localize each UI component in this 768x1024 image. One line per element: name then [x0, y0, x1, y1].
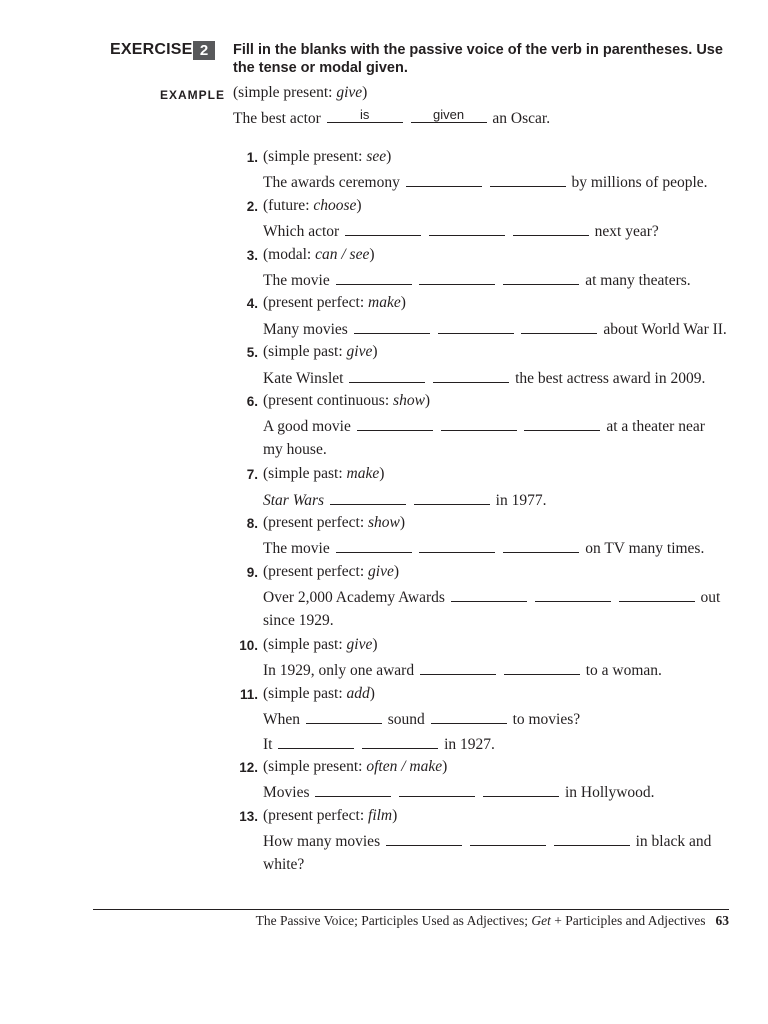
item-cue: (present perfect: show) — [263, 514, 406, 531]
item-verb: often / make — [366, 758, 443, 775]
item-number: 4. — [246, 296, 258, 312]
answer-blank[interactable] — [419, 538, 495, 553]
item-number: 6. — [246, 394, 258, 409]
item-tense: simple past — [268, 465, 339, 483]
item-text: The movie — [263, 271, 334, 289]
exercise-label: EXERCISE — [110, 41, 193, 58]
item-cue: (simple past: make) — [263, 465, 385, 483]
item-text: in 1977. — [491, 491, 547, 509]
item-text: since 1929. — [263, 611, 334, 629]
answer-blank[interactable] — [345, 221, 421, 236]
item-title-text: Star Wars — [263, 491, 325, 509]
answer-blank[interactable] — [535, 587, 611, 602]
example-answer: is — [359, 107, 370, 122]
item-text: on TV many times. — [581, 540, 705, 558]
item-text: my house. — [263, 440, 327, 458]
footer-text: + Participles and Adjectives — [550, 913, 706, 928]
item-number: 10. — [239, 638, 258, 653]
item-text: in 1927. — [440, 735, 495, 753]
footer-text-italic: Get — [531, 913, 551, 928]
item-cue: (present perfect: give) — [263, 562, 400, 580]
answer-blank[interactable] — [441, 416, 517, 431]
item-number: 2. — [246, 198, 258, 214]
item-text: In 1929, only one award — [263, 662, 418, 680]
item-number: 11. — [239, 686, 258, 702]
item-tense: present perfect — [268, 294, 360, 312]
item-sentence-line — [263, 612, 334, 630]
item-cue: (present continuous: show) — [263, 392, 431, 409]
item-cue: (simple present: see) — [263, 148, 392, 165]
item-verb: give — [368, 562, 394, 580]
item-tense: present perfect — [268, 806, 360, 824]
item-verb: can / see — [315, 245, 370, 263]
answer-blank[interactable] — [278, 734, 354, 749]
item-text: about World War II. — [599, 320, 727, 338]
answer-blank[interactable] — [354, 319, 430, 334]
item-tense: simple past — [268, 343, 339, 361]
item-cue: (simple past: add) — [263, 684, 375, 702]
item-cue: (simple past: give) — [263, 636, 378, 653]
answer-blank[interactable] — [524, 416, 600, 431]
item-text: Which actor — [263, 223, 344, 241]
answer-blank[interactable] — [438, 319, 514, 334]
item-number: 12. — [239, 760, 258, 775]
item-tense: present continuous — [268, 392, 385, 409]
item-sentence-line — [263, 831, 711, 851]
exercise-number: 2 — [193, 41, 215, 60]
item-text: Movies — [263, 784, 314, 802]
item-cue: (simple present: often / make) — [263, 758, 448, 775]
item-text: white? — [263, 855, 305, 873]
item-number: 3. — [246, 247, 258, 263]
item-tense: simple present — [268, 148, 359, 165]
item-tense: present perfect — [268, 562, 360, 580]
item-text: by millions of people. — [567, 174, 708, 192]
item-number: 5. — [246, 345, 258, 361]
item-text: Kate Winslet — [263, 369, 348, 387]
item-text: The movie — [263, 540, 334, 558]
example-sentence — [233, 108, 550, 128]
item-sentence-line — [263, 734, 495, 754]
answer-blank[interactable] — [554, 831, 630, 846]
item-text: Many movies — [263, 320, 352, 338]
answer-blank[interactable] — [431, 709, 507, 724]
item-number: 8. — [246, 516, 258, 531]
item-verb: make — [346, 465, 380, 483]
answer-blank[interactable] — [362, 734, 438, 749]
item-text: The awards ceremony — [263, 174, 404, 192]
item-sentence-line — [263, 441, 327, 459]
item-tense: simple present — [268, 758, 359, 775]
answer-blank[interactable] — [513, 221, 589, 236]
answer-blank[interactable] — [406, 172, 482, 187]
answer-blank[interactable] — [357, 416, 433, 431]
footer-text: The Passive Voice; Participles Used as Adjectives; — [255, 913, 532, 928]
example-blank — [411, 108, 487, 123]
example-cue-tense: simple present — [238, 84, 329, 101]
answer-blank[interactable] — [490, 172, 566, 187]
item-tense: modal — [268, 245, 307, 263]
example-answer: given — [433, 107, 465, 122]
item-tense: simple past — [268, 684, 339, 702]
answer-blank[interactable] — [315, 782, 391, 797]
item-sentence-line — [263, 660, 662, 680]
item-text: A good movie — [263, 418, 355, 436]
example-cue-verb: give — [336, 84, 363, 101]
answer-blank[interactable] — [433, 368, 509, 383]
answer-blank[interactable] — [470, 831, 546, 846]
item-sentence-line — [263, 856, 304, 874]
item-verb: give — [346, 636, 373, 653]
item-sentence-line — [263, 587, 720, 607]
answer-blank[interactable] — [420, 660, 496, 675]
footer-rule — [93, 909, 729, 910]
answer-blank[interactable] — [349, 368, 425, 383]
item-sentence-line — [263, 538, 704, 558]
example-label: EXAMPLE — [160, 88, 226, 102]
answer-blank[interactable] — [483, 782, 559, 797]
item-number: 1. — [246, 150, 258, 165]
answer-blank[interactable] — [429, 221, 505, 236]
item-verb: give — [346, 343, 373, 361]
item-sentence-line — [263, 416, 705, 436]
item-number: 9. — [246, 564, 258, 580]
item-text: to movies? — [508, 711, 581, 729]
item-text: sound — [383, 711, 429, 729]
item-cue: (simple past: give) — [263, 343, 378, 361]
answer-blank[interactable] — [306, 709, 382, 724]
example-blank — [327, 108, 403, 123]
item-text: to a woman. — [581, 662, 662, 680]
item-sentence-line — [263, 270, 691, 290]
answer-blank[interactable] — [503, 538, 579, 553]
page-number: 63 — [715, 913, 729, 928]
answer-blank[interactable] — [414, 490, 490, 505]
item-tense: simple past — [268, 636, 339, 653]
item-text: at a theater near — [602, 418, 705, 436]
answer-blank[interactable] — [419, 270, 495, 285]
item-verb: film — [368, 806, 393, 824]
answer-blank[interactable] — [451, 587, 527, 602]
item-sentence-line — [263, 490, 546, 510]
item-text: at many theaters. — [581, 271, 691, 289]
item-number: 13. — [239, 808, 258, 824]
item-cue: (future: choose) — [263, 196, 362, 214]
item-text: the best actress award in 2009. — [511, 369, 706, 387]
example-after: an Oscar. — [492, 110, 551, 127]
item-text — [324, 492, 328, 509]
item-text: in Hollywood. — [561, 784, 655, 802]
item-verb: show — [368, 514, 400, 531]
item-sentence-line — [263, 221, 659, 241]
item-number: 7. — [246, 467, 258, 483]
answer-blank[interactable] — [386, 831, 462, 846]
answer-blank[interactable] — [399, 782, 475, 797]
answer-blank[interactable] — [619, 587, 695, 602]
answer-blank[interactable] — [521, 319, 597, 334]
item-verb: make — [368, 294, 401, 312]
item-cue: (present perfect: make) — [263, 294, 406, 312]
item-tense: present perfect — [268, 514, 360, 531]
page-footer — [93, 913, 729, 929]
item-tense: future — [268, 196, 306, 214]
item-text: out — [696, 589, 721, 607]
answer-blank[interactable] — [336, 538, 412, 553]
item-sentence-line — [263, 709, 580, 729]
item-cue: (present perfect: film) — [263, 806, 398, 824]
item-verb: add — [346, 684, 370, 702]
item-text: Over 2,000 Academy Awards — [263, 589, 449, 607]
item-sentence-line — [263, 319, 727, 339]
answer-blank[interactable] — [330, 490, 406, 505]
item-verb: choose — [313, 196, 357, 214]
example-cue: (simple present: give) — [233, 84, 368, 101]
item-cue: (modal: can / see) — [263, 245, 375, 263]
item-sentence-line — [263, 368, 705, 388]
item-verb: show — [393, 392, 425, 409]
example-before: The best actor — [233, 110, 321, 127]
exercise-instructions: Fill in the blanks with the passive voice of the verb in parentheses. Use the tense or modal given. — [233, 42, 723, 76]
item-text: next year? — [590, 223, 659, 241]
item-text: It — [263, 735, 277, 753]
item-sentence-line — [263, 782, 655, 802]
item-verb: see — [366, 148, 387, 165]
item-text: in black and — [631, 833, 712, 851]
item-sentence-line — [263, 172, 708, 192]
answer-blank[interactable] — [504, 660, 580, 675]
answer-blank[interactable] — [336, 270, 412, 285]
item-text: How many movies — [263, 833, 384, 851]
answer-blank[interactable] — [503, 270, 579, 285]
item-text: When — [263, 711, 304, 729]
